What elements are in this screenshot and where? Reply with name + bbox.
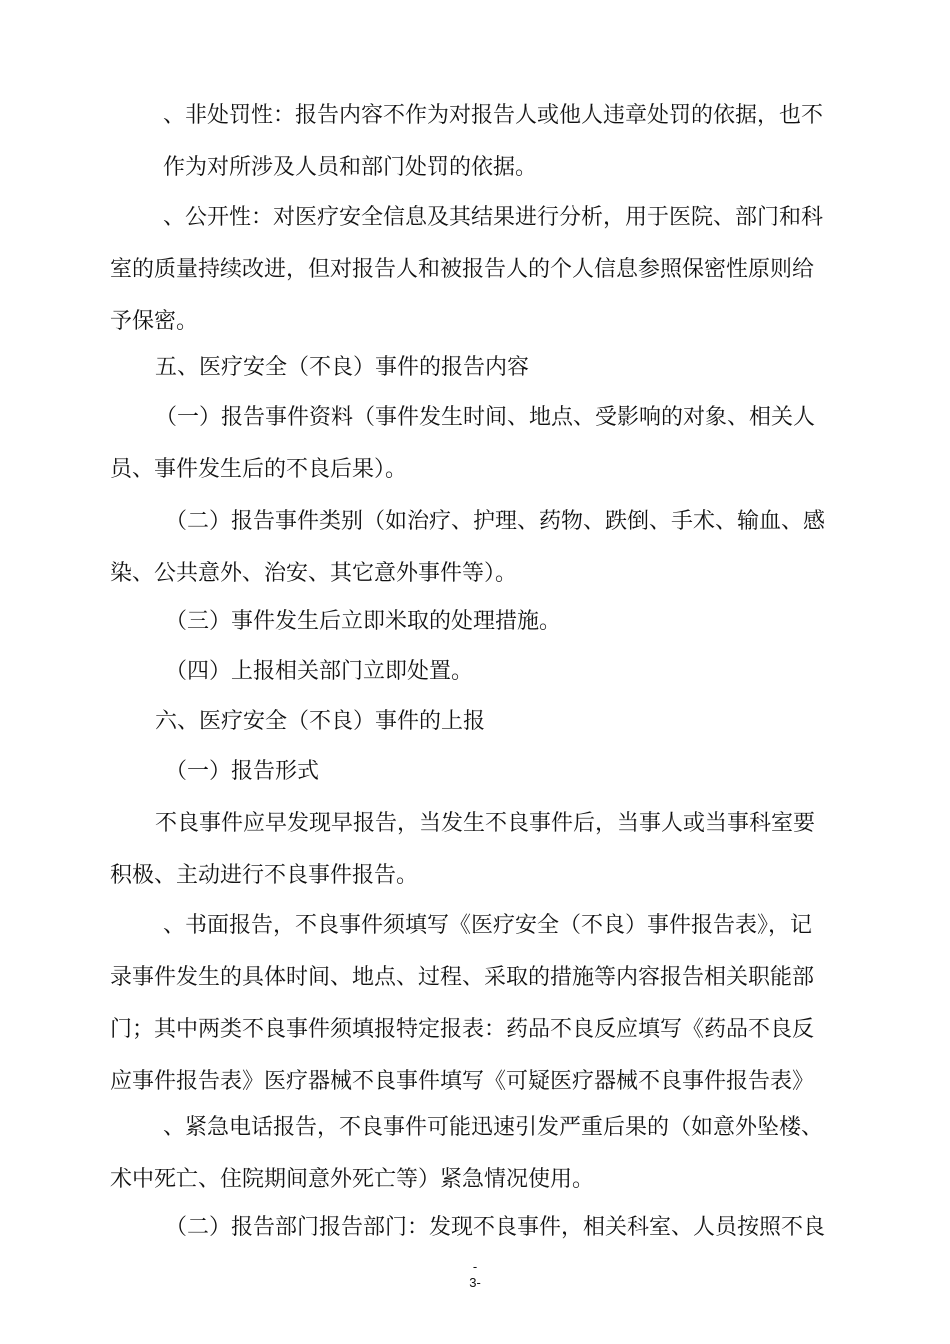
text-line: （二）报告部门报告部门：发现不良事件，相关科室、人员按照不良 bbox=[165, 1215, 826, 1240]
paragraph-early-report bbox=[0, 798, 950, 902]
section-heading-6 bbox=[0, 696, 950, 748]
text-line: 门；其中两类不良事件须填报特定报表：药品不良反应填写《药品不良反 bbox=[110, 1017, 815, 1042]
text-line: 、公开性：对医疗安全信息及其结果进行分析，用于医院、部门和科 bbox=[163, 205, 824, 230]
text-line: 术中死亡、住院期间意外死亡等）紧急情况使用。 bbox=[110, 1167, 595, 1192]
page-number: 3- bbox=[469, 1275, 481, 1290]
text-line: 六、医疗安全（不良）事件的上报 bbox=[155, 709, 486, 734]
text-line: 积极、主动进行不良事件报告。 bbox=[110, 863, 419, 888]
text-line: 不良事件应早发现早报告，当发生不良事件后，当事人或当事科室要 bbox=[155, 811, 816, 836]
text-line: 、书面报告，不良事件须填写《医疗安全（不良）事件报告表》，记 bbox=[163, 913, 813, 938]
text-line: 室的质量持续改进，但对报告人和被报告人的个人信息参照保密性原则给 bbox=[110, 257, 815, 282]
paragraph-report-category bbox=[0, 496, 950, 600]
paragraph-openness bbox=[0, 192, 950, 348]
paragraph-non-punitive bbox=[0, 90, 950, 194]
subheading-report-form bbox=[0, 746, 950, 798]
paragraph-written-report bbox=[0, 900, 950, 1108]
text-line: 应事件报告表》医疗器械不良事件填写《可疑医疗器械不良事件报告表》 bbox=[110, 1069, 815, 1094]
text-line: 作为对所涉及人员和部门处罚的依据。 bbox=[163, 155, 538, 180]
text-line: 员、事件发生后的不良后果）。 bbox=[110, 457, 408, 482]
paragraph-report-dept bbox=[0, 646, 950, 698]
paragraph-report-material bbox=[0, 392, 950, 496]
section-heading-5 bbox=[0, 342, 950, 394]
text-line: （一）报告形式 bbox=[165, 759, 320, 784]
footer-dash: - bbox=[472, 1259, 478, 1274]
text-line: 、紧急电话报告，不良事件可能迅速引发严重后果的（如意外坠楼、 bbox=[163, 1115, 824, 1140]
text-line: 、非处罚性：报告内容不作为对报告人或他人违章处罚的依据，也不 bbox=[163, 103, 824, 128]
text-line: （一）报告事件资料（事件发生时间、地点、受影响的对象、相关人 bbox=[155, 405, 816, 430]
text-line: （三）事件发生后立即米取的处理措施。 bbox=[165, 609, 562, 634]
text-line: （四）上报相关部门立即处置。 bbox=[165, 659, 474, 684]
text-line: 染、公共意外、治安、其它意外事件等）。 bbox=[110, 561, 518, 586]
paragraph-report-department bbox=[0, 1202, 950, 1254]
text-line: （二）报告事件类别（如治疗、护理、药物、跌倒、手术、输血、感 bbox=[165, 509, 826, 534]
text-line: 录事件发生的具体时间、地点、过程、采取的措施等内容报告相关职能部 bbox=[110, 965, 815, 990]
text-line: 五、医疗安全（不良）事件的报告内容 bbox=[155, 355, 530, 380]
paragraph-measures bbox=[0, 596, 950, 648]
text-line: 予保密。 bbox=[110, 309, 199, 334]
paragraph-phone-report bbox=[0, 1102, 950, 1206]
